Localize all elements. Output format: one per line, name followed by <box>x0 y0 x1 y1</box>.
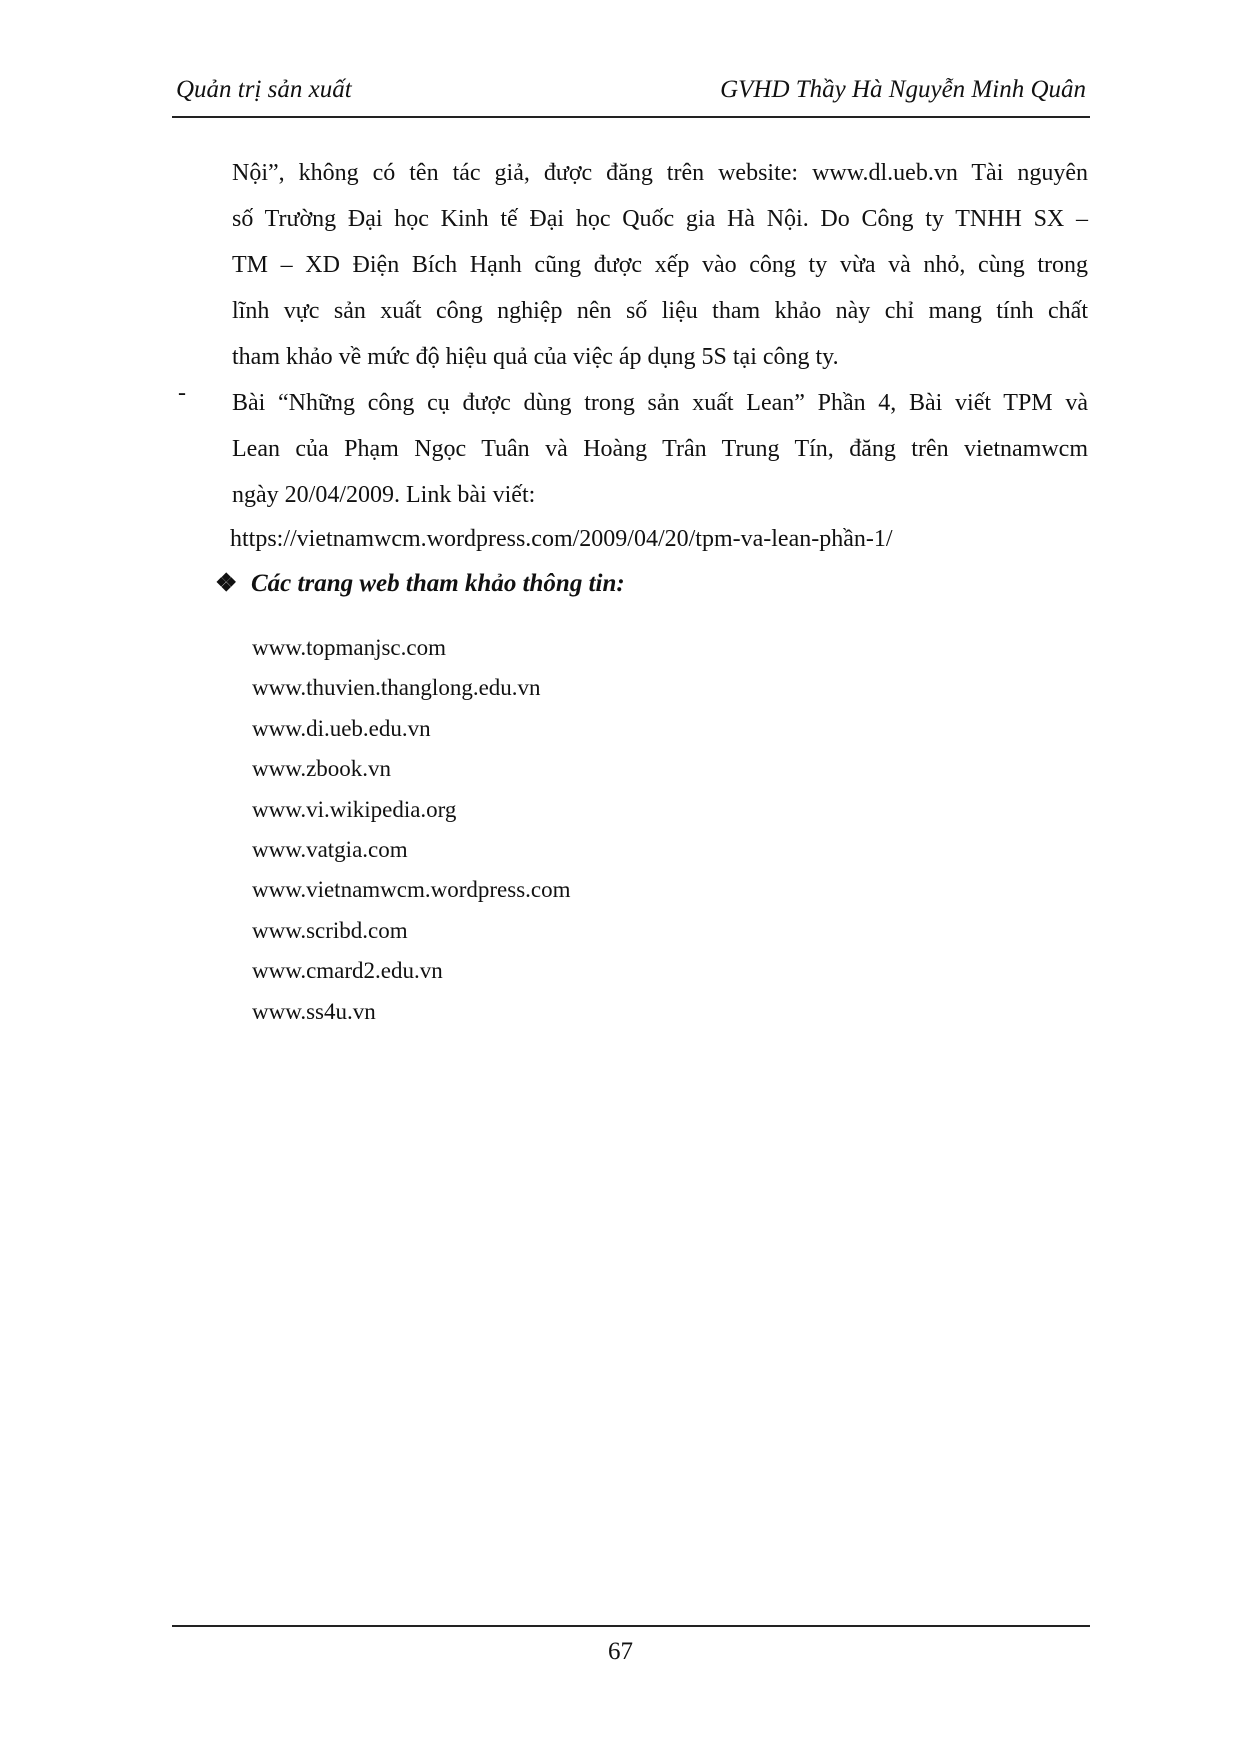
list-item[interactable]: www.vi.wikipedia.org <box>252 796 457 822</box>
paragraph-line: tham khảo về mức độ hiệu quả của việc áp dụng 5S tại công ty. <box>232 344 839 370</box>
header-instructor: GVHD Thầy Hà Nguyễn Minh Quân <box>720 76 1086 103</box>
page-header <box>172 66 1090 118</box>
paragraph-line: Bài “Những công cụ được dùng trong sản xuất Lean” Phần 4, Bài viết TPM và <box>232 390 1088 416</box>
website-list <box>252 628 571 1032</box>
page-number: 67 <box>608 1638 633 1665</box>
list-item[interactable]: www.di.ueb.edu.vn <box>252 715 431 741</box>
paragraph-line: ngày 20/04/2009. Link bài viết: <box>232 482 536 508</box>
list-item[interactable]: www.cmard2.edu.vn <box>252 958 443 984</box>
reference-item-lean-article <box>232 380 1088 518</box>
article-link-url[interactable]: https://vietnamwcm.wordpress.com/2009/04/20/tpm-va-lean-phần-1/ <box>230 526 893 552</box>
list-item[interactable]: www.zbook.vn <box>252 756 392 782</box>
paragraph-line: Lean của Phạm Ngọc Tuân và Hoàng Trân Trung Tín, đăng trên vietnamwcm <box>232 436 1088 462</box>
diamond-bullet-icon: ❖ <box>215 570 238 597</box>
paragraph-line: Nội”, không có tên tác giả, được đăng trên website: www.dl.ueb.vn Tài nguyên <box>232 160 1088 186</box>
footer-divider <box>172 1625 1090 1627</box>
paragraph-line: TM – XD Điện Bích Hạnh cũng được xếp vào công ty vừa và nhỏ, cùng trong <box>232 252 1088 278</box>
list-item[interactable]: www.thuvien.thanglong.edu.vn <box>252 675 541 701</box>
list-item[interactable]: www.scribd.com <box>252 917 408 943</box>
paragraph-line: số Trường Đại học Kinh tế Đại học Quốc gia Hà Nội. Do Công ty TNHH SX – <box>232 206 1088 232</box>
reference-paragraph-continued <box>232 150 1088 380</box>
section-title: Các trang web tham khảo thông tin: <box>251 570 625 597</box>
list-dash-marker: - <box>178 380 186 406</box>
section-heading-websites <box>215 568 625 598</box>
list-item[interactable]: www.topmanjsc.com <box>252 635 446 660</box>
list-item[interactable]: www.vatgia.com <box>252 836 408 862</box>
list-item[interactable]: www.ss4u.vn <box>252 998 376 1024</box>
list-item[interactable]: www.vietnamwcm.wordpress.com <box>252 877 571 903</box>
header-course-title: Quản trị sản xuất <box>176 76 352 103</box>
paragraph-line: lĩnh vực sản xuất công nghiệp nên số liệu tham khảo này chỉ mang tính chất <box>232 298 1088 324</box>
